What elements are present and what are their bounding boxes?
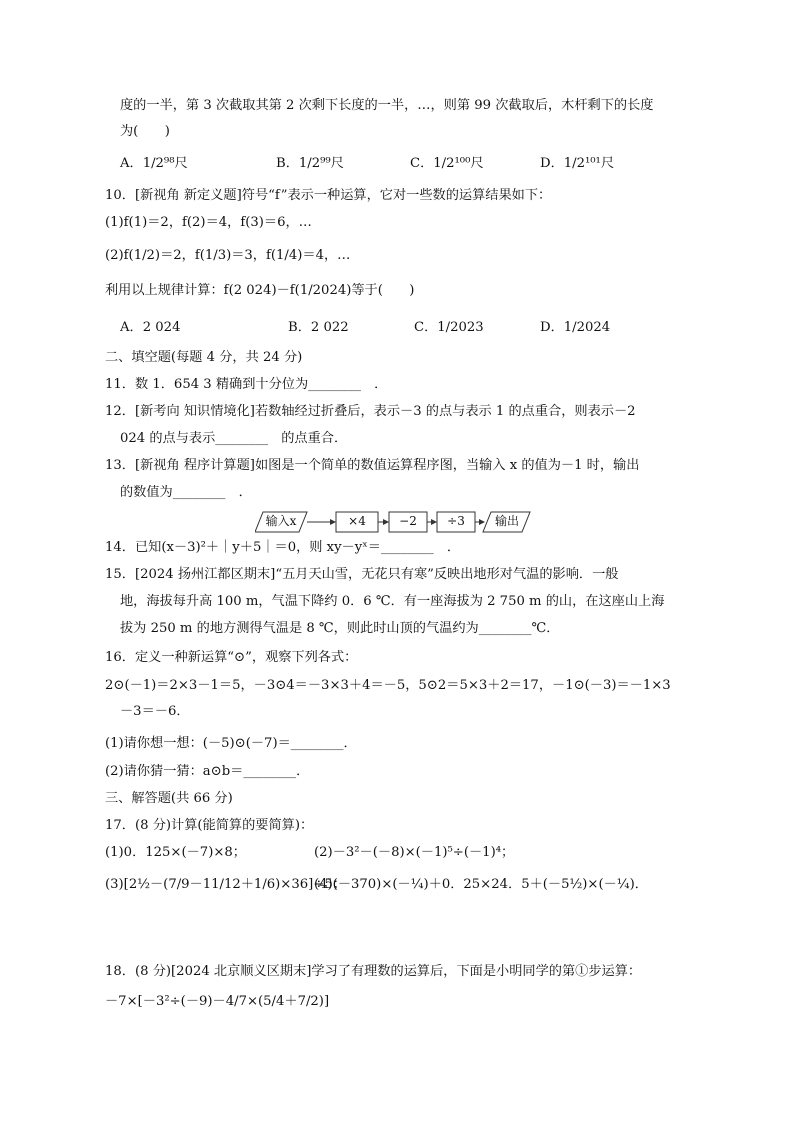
q10-option-c: C．1/2023	[414, 320, 484, 335]
q9-continuation-line1: 度的一半，第 3 次截取其第 2 次剩下长度的一半，…，则第 99 次截取后，木杆剩下的长度	[120, 98, 654, 113]
q11: 11．数 1．654 3 精确到十分位为________ ．	[105, 377, 388, 392]
q10-example-1: (1)f(1)＝2，f(2)＝4，f(3)＝6，…	[105, 215, 312, 230]
q16-part1: (1)请你想一想：(－5)⊙(－7)＝________．	[105, 736, 357, 751]
q15-line2: 地，海拔每升高 100 m，气温下降约 0．6 ℃．有一座海拔为 2 750 m 的山，在这座山上海	[120, 594, 665, 609]
q14: 14．已知(x－3)²＋｜y＋5｜＝0，则 xy－yˣ＝________ ．	[105, 540, 461, 555]
q17-part2: (2)－3²－(－8)×(－1)⁵÷(－1)⁴；	[314, 845, 515, 860]
q10-option-d: D．1/2024	[540, 320, 611, 335]
flow-divide-box: ÷3	[447, 514, 465, 528]
flow-multiply-box: ×4	[348, 514, 366, 528]
q10-option-a: A．2 024	[120, 320, 181, 335]
q18-stem: 18．(8 分)[2024 北京顺义区期末]学习了有理数的运算后，下面是小明同学的第①步运算：	[105, 964, 642, 979]
q12-line2: 024 的点与表示________ 的点重合．	[120, 431, 348, 446]
q9-option-d: D．1/2¹⁰¹尺	[540, 156, 615, 171]
section-3-heading: 三、解答题(共 66 分)	[105, 791, 233, 806]
q17-part3: (3)[2½－(7/9－11/12＋1/6)×36]÷5；	[105, 877, 346, 892]
flow-output-box: 输出	[494, 514, 519, 528]
q16-part2: (2)请你猜一猜：a⊙b＝________．	[105, 764, 310, 779]
q12-line1: 12．[新考向 知识情境化]若数轴经过折叠后，表示－3 的点与表示 1 的点重合，则表示－2	[105, 404, 636, 419]
q18-expression: －7×[－3²÷(－9)－4/7×(5/4＋7/2)]	[105, 994, 330, 1009]
q15-line1: 15．[2024 扬州江都区期末]“五月天山雪，无花只有寒”反映出地形对气温的影响．一般	[105, 567, 619, 582]
q13-flowchart	[255, 511, 535, 533]
q16-line2: 2⊙(－1)＝2×3－1＝5，－3⊙4＝－3×3＋4＝－5，5⊙2＝5×3＋2＝17，－1⊙(－3)＝－1×3	[105, 678, 671, 693]
q9-option-a: A．1/2⁹⁸尺	[120, 156, 188, 171]
q17-part4: (4)(－370)×(－¼)＋0．25×24．5＋(－5½)×(－¼)．	[314, 877, 648, 892]
q9-option-b: B．1/2⁹⁹尺	[276, 156, 344, 171]
q17-part1: (1)0．125×(－7)×8；	[105, 845, 246, 860]
q10-option-b: B．2 022	[288, 320, 349, 335]
q16-line3: －3＝－6．	[120, 704, 190, 719]
section-2-heading: 二、填空题(每题 4 分，共 24 分)	[105, 350, 303, 365]
q17-stem: 17．(8 分)计算(能简算的要简算)：	[105, 818, 314, 833]
q10-example-2: (2)f(1/2)＝2，f(1/3)＝3，f(1/4)＝4，…	[105, 248, 351, 263]
q9-continuation-line2: 为( )	[120, 124, 170, 139]
q10-question: 利用以上规律计算：f(2 024)－f(1/2024)等于( )	[105, 283, 415, 298]
flow-input-box: 输入x	[265, 514, 297, 528]
q16-line1: 16．定义一种新运算“⊙”，观察下列各式：	[105, 650, 358, 665]
q15-line3: 拔为 250 m 的地方测得气温是 8 ℃，则此时山顶的气温约为________℃．	[120, 621, 560, 636]
q13-line1: 13．[新视角 程序计算题]如图是一个简单的数值运算程序图，当输入 x 的值为－1 时，输出	[105, 458, 640, 473]
q13-line2: 的数值为________ ．	[120, 485, 252, 500]
q9-option-c: C．1/2¹⁰⁰尺	[410, 156, 484, 171]
q10-stem: 10．[新视角 新定义题]符号“f”表示一种运算，它对一些数的运算结果如下：	[105, 188, 552, 203]
flow-subtract-box: −2	[399, 514, 417, 528]
